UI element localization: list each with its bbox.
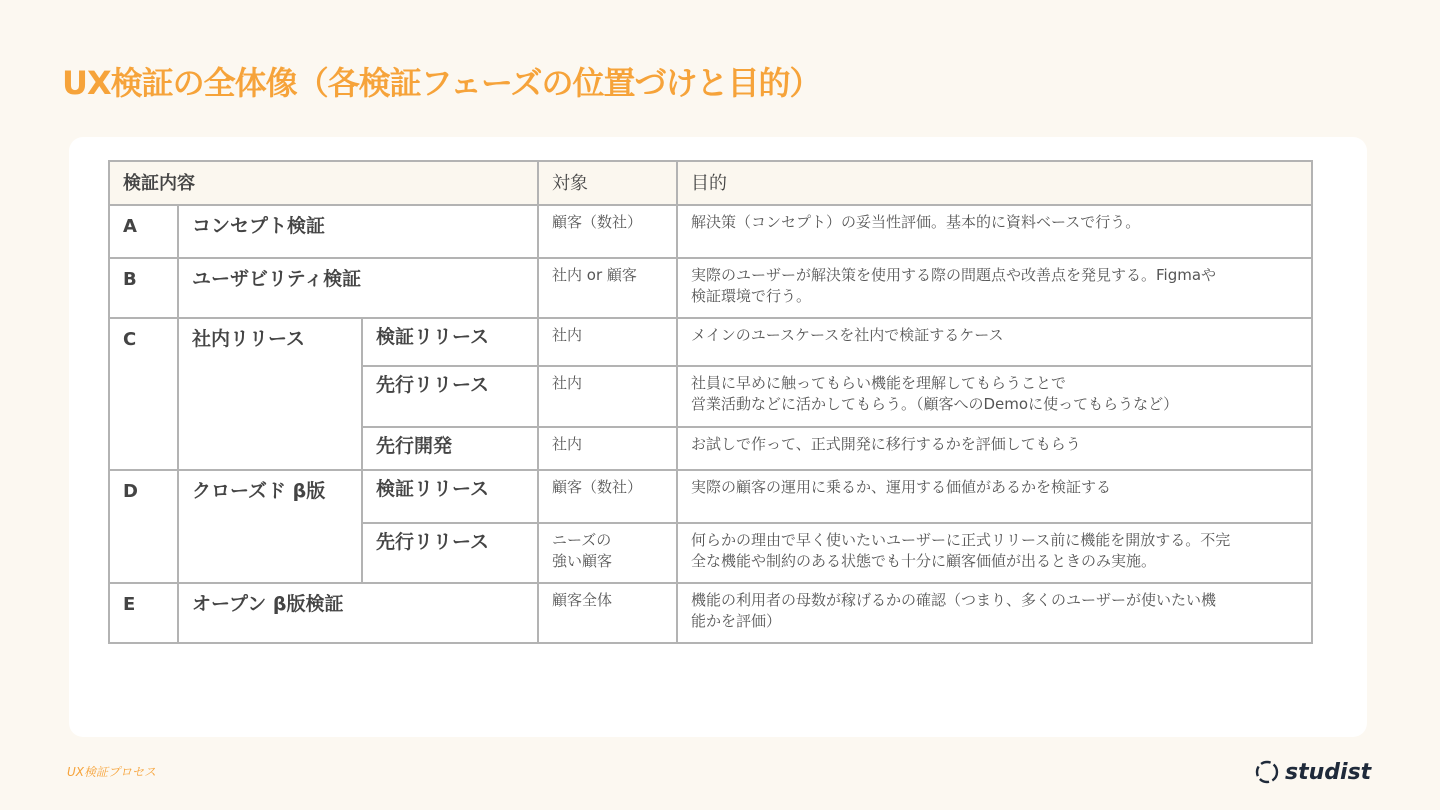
purpose-line: 検証環境で行う。 [691,287,812,305]
logo-text: studist [1285,759,1372,785]
row-target: 社内 or 顧客 [538,258,677,318]
footer-section-label: UX検証プロセス [67,765,157,779]
purpose-line: 実際のユーザーが解決策を使用する際の問題点や改善点を発見する。Figmaや [691,266,1217,284]
row-label: オープン β版検証 [178,583,538,643]
row-purpose [677,366,1312,427]
row-target [538,523,677,583]
row-sublabel: 先行開発 [362,427,538,470]
row-sublabel: 検証リリース [362,318,538,366]
row-label: 社内リリース [178,318,362,470]
verification-table [108,160,1313,644]
row-purpose: お試しで作って、正式開発に移行するかを評価してもらう [677,427,1312,470]
row-sublabel: 先行リリース [362,523,538,583]
table-row-e [109,583,1312,643]
row-label: クローズド β版 [178,470,362,583]
row-letter: D [109,470,178,583]
table-row-c1 [109,318,1312,366]
target-line: ニーズの [552,531,612,549]
page-title: UX検証の全体像（各検証フェーズの位置づけと目的） [62,64,821,102]
row-target: 顧客全体 [538,583,677,643]
row-letter: C [109,318,178,470]
studist-logo-icon [1255,760,1279,784]
row-target: 社内 [538,318,677,366]
row-sublabel: 先行リリース [362,366,538,427]
row-target: 顧客（数社） [538,470,677,523]
row-purpose: 解決策（コンセプト）の妥当性評価。基本的に資料ベースで行う。 [677,205,1312,258]
row-purpose [677,258,1312,318]
row-purpose [677,523,1312,583]
target-line: 強い顧客 [552,552,613,570]
purpose-line: 社員に早めに触ってもらい機能を理解してもらうことで [691,374,1067,392]
row-purpose: 実際の顧客の運用に乗るか、運用する価値があるかを検証する [677,470,1312,523]
header-purpose: 目的 [677,161,1312,205]
purpose-line: 営業活動などに活かしてもらう。（顧客へのDemoに使ってもらうなど） [691,395,1179,413]
row-target: 顧客（数社） [538,205,677,258]
purpose-line: 機能の利用者の母数が稼げるかの確認（つまり、多くのユーザーが使いたい機 [691,591,1217,609]
row-target: 社内 [538,366,677,427]
purpose-line: 能かを評価） [691,612,782,630]
table-header-row [109,161,1312,205]
table-row-b [109,258,1312,318]
row-letter: E [109,583,178,643]
purpose-line: 何らかの理由で早く使いたいユーザーに正式リリース前に機能を開放する。不完 [691,531,1231,549]
row-sublabel: 検証リリース [362,470,538,523]
row-label: ユーザビリティ検証 [178,258,538,318]
row-purpose [677,583,1312,643]
row-label: コンセプト検証 [178,205,538,258]
row-letter: A [109,205,178,258]
row-target: 社内 [538,427,677,470]
table-row-d1 [109,470,1312,523]
row-letter: B [109,258,178,318]
header-content: 検証内容 [109,161,538,205]
table-row-a [109,205,1312,258]
studist-logo [1255,757,1371,787]
purpose-line: 全な機能や制約のある状態でも十分に顧客価値が出るときのみ実施。 [691,552,1157,570]
header-target: 対象 [538,161,677,205]
row-purpose: メインのユースケースを社内で検証するケース [677,318,1312,366]
